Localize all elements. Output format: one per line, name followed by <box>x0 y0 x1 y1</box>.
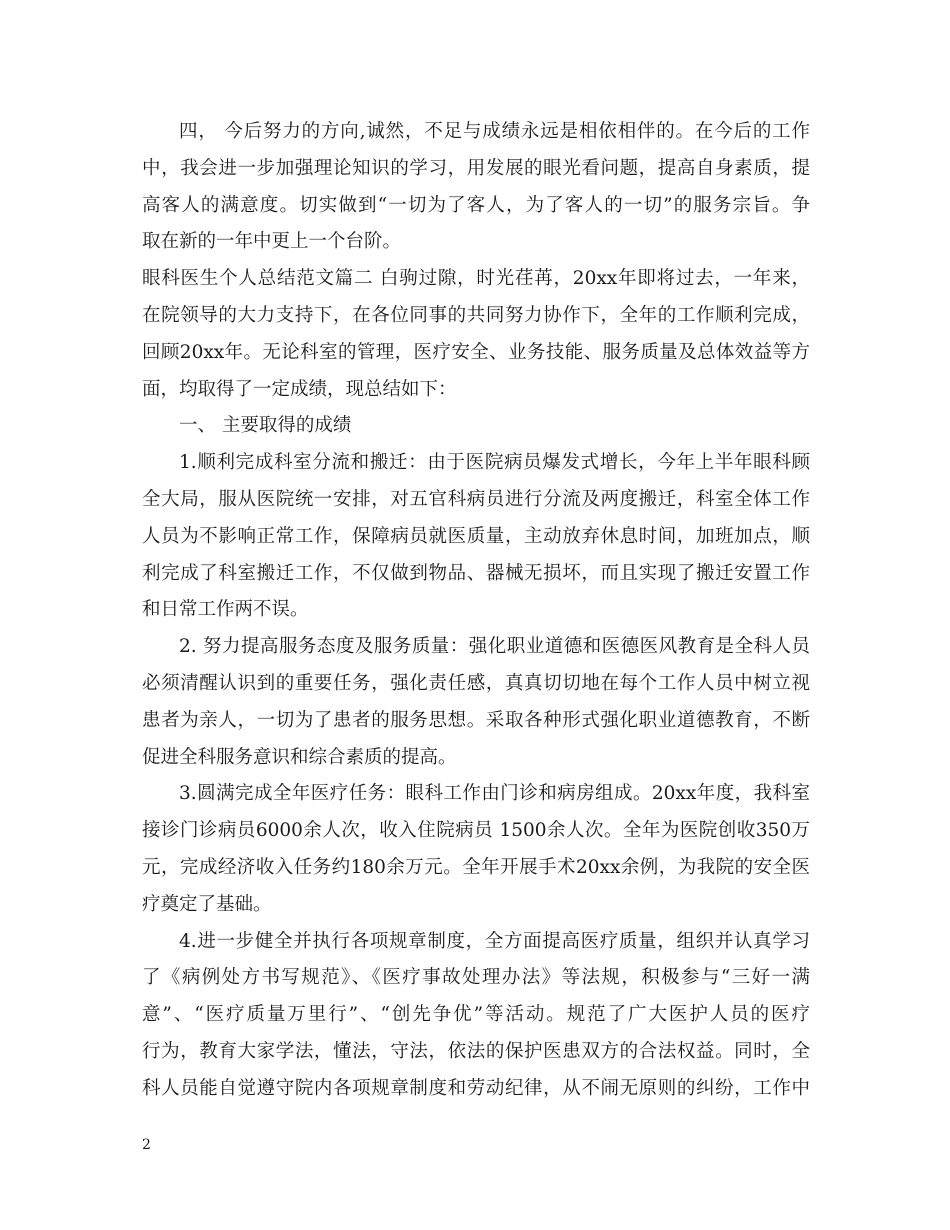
text-line: 人员为不影响正常工作，保障病员就医质量，主动放弃休息时间，加班加点，顺 <box>142 525 810 547</box>
text-line: 疗奠定了基础。 <box>142 893 272 915</box>
text-line: 和日常工作两不误。 <box>142 599 309 621</box>
text-line: 2. 努力提高服务态度及服务质量：强化职业道德和医德医风教育是全科人员 <box>179 636 810 658</box>
page-number: 2 <box>142 1137 151 1153</box>
text-line: 意”、“医疗质量万里行”、“创先争优”等活动。规范了广大医护人员的医疗 <box>142 1004 810 1026</box>
text-line: 取在新的一年中更上一个台阶。 <box>142 231 402 253</box>
subheading: 一、 主要取得的成绩 <box>179 415 352 437</box>
text-line: 回顾20xx年。无论科室的管理，医疗安全、业务技能、服务质量及总体效益等方 <box>142 341 810 363</box>
text-line: 元，完成经济收入任务约180余万元。全年开展手术20xx余例，为我院的安全医 <box>142 856 810 878</box>
text-line: 患者为亲人，一切为了患者的服务思想。采取各种形式强化职业道德教育，不断 <box>142 709 810 731</box>
body-text <box>142 114 810 1108</box>
text-line: 1.顺利完成科室分流和搬迁：由于医院病员爆发式增长，今年上半年眼科顾 <box>179 452 810 474</box>
text-line: 4.进一步健全并执行各项规章制度，全方面提高医疗质量，组织并认真学习 <box>179 930 810 952</box>
text-line: 3.圆满完成全年医疗任务：眼科工作由门诊和病房组成。20xx年度，我科室 <box>179 783 810 805</box>
text-line: 接诊门诊病员6000余人次，收入住院病员 1500余人次。全年为医院创收350万 <box>142 820 810 842</box>
text-line: 全大局，服从医院统一安排，对五官科病员进行分流及两度搬迁，科室全体工作 <box>142 488 810 510</box>
text-line: 面，均取得了一定成绩，现总结如下： <box>142 378 457 400</box>
text-line: 中，我会进一步加强理论知识的学习，用发展的眼光看问题，提高自身素质，提 <box>142 157 810 179</box>
text-line: 行为，教育大家学法，懂法，守法，依法的保护医患双方的合法权益。同时，全 <box>142 1040 810 1062</box>
text-line: 必须清醒认识到的重要任务，强化责任感，真真切切地在每个工作人员中树立视 <box>142 672 810 694</box>
text-line: 科人员能自觉遵守院内各项规章制度和劳动纪律，从不闹无原则的纠纷，工作中 <box>142 1077 810 1099</box>
text-line: 促进全科服务意识和综合素质的提高。 <box>142 746 457 768</box>
text-line: 利完成了科室搬迁工作，不仅做到物品、器械无损坏，而且实现了搬迁安置工作 <box>142 562 810 584</box>
text-line: 四， 今后努力的方向,诚然，不足与成绩永远是相依相伴的。在今后的工作 <box>179 121 810 142</box>
text-line: 高客人的满意度。切实做到“一切为了客人，为了客人的一切”的服务宗旨。争 <box>142 194 810 216</box>
text-line: 在院领导的大力支持下，在各位同事的共同努力协作下，全年的工作顺利完成， <box>142 304 810 326</box>
text-line: 了《病例处方书写规范》、《医疗事故处理办法》等法规，积极参与“三好一满 <box>142 967 810 989</box>
section-heading-line: 眼科医生个人总结范文篇二 白驹过隙，时光荏苒，20xx年即将过去，一年来， <box>142 268 810 290</box>
